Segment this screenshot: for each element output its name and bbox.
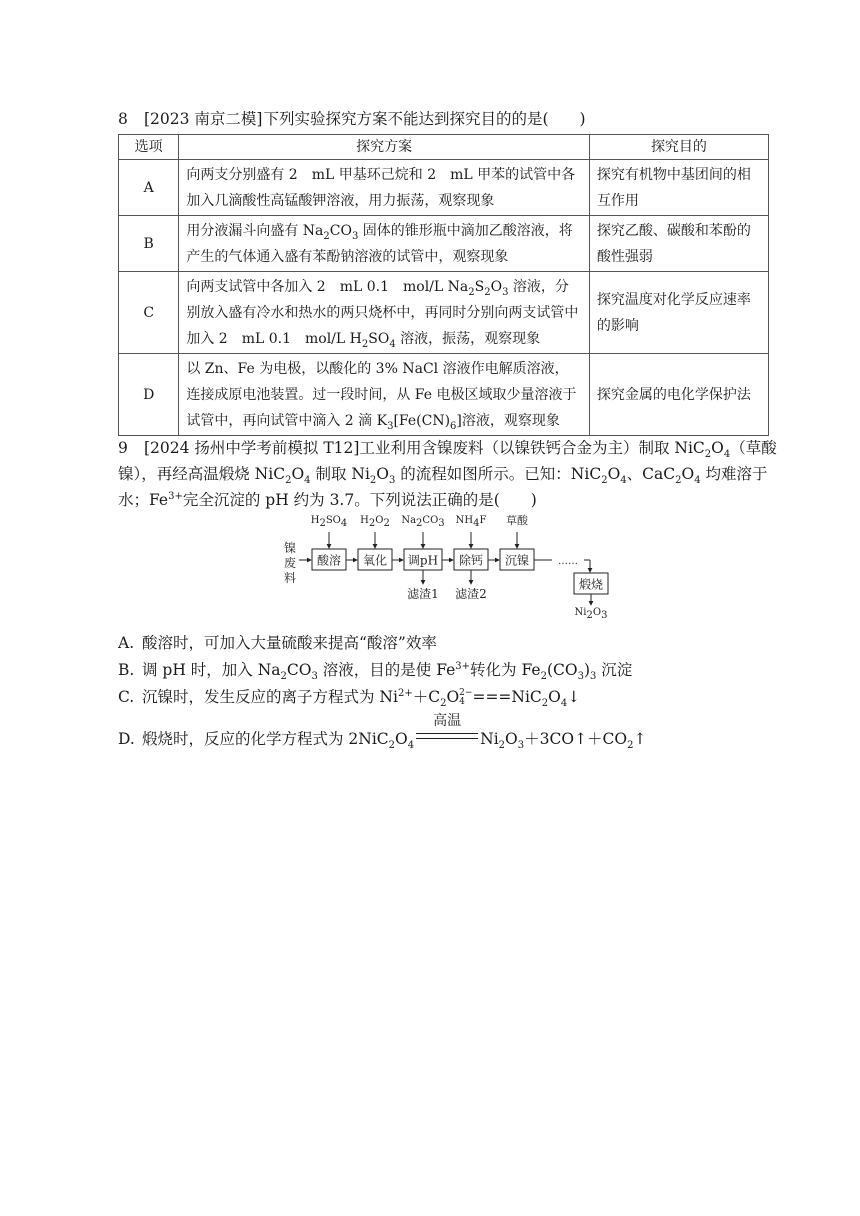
row-plan: 向两支试管中各加入 2 mL 0.1 mol/L $Na_2S_2O_3$ 溶液，分别放入盛有冷水和热水的两只烧杯中，再同时分别向两支试管中加入 2 mL 0.1 mol/L $H_2SO_4$ 溶液，振荡，观察现象 xyxy=(179,272,590,354)
option-b-label: B. xyxy=(118,661,135,679)
reagent-nh4f: $NH_4F$ xyxy=(455,515,487,529)
table-header-row xyxy=(119,135,769,160)
row-plan: 用分液漏斗向盛有 $Na_2CO_3$ 固体的锥形瓶中滴加乙酸溶液，将产生的气体通入盛有苯酚钠溶液的试管中，观察现象 xyxy=(179,216,590,272)
feed-label-char-2: 废 xyxy=(284,556,297,570)
header-option: 选项 xyxy=(119,135,179,160)
question-9-source: [2024 扬州中学考前模拟 T12] xyxy=(144,439,360,457)
reagent-h2o2: $H_2O_2$ xyxy=(360,515,390,529)
question-9-stem xyxy=(82,435,780,513)
table-row xyxy=(119,272,769,354)
product-ni2o3: $Ni_2O_3$ xyxy=(574,607,608,621)
reagent-h2so4: $H_2SO_4$ xyxy=(310,515,348,529)
table-row xyxy=(119,160,769,216)
step-label-precipitate-nickel: 沉镍 xyxy=(504,553,530,568)
step-label-oxidize: 氧化 xyxy=(362,553,388,568)
process-flowchart xyxy=(282,514,622,626)
row-option: A xyxy=(119,160,179,216)
question-9-text: 工业利用含镍废料（以镍铁钙合金为主）制取 $NiC_2O_4$（草酸镍），再经高温煅烧 $NiC_2O_4$ 制取 $Ni_2O_3$ 的流程如图所示。已知：$NiC_2O_4$、$CaC_2O_4$ 均难溶于水；$Fe^{3+}$完全沉淀的 pH 约为 3.7。下列说法正确的是( ) xyxy=(118,439,777,509)
reagent-na2co3: $Na_2CO_3$ xyxy=(401,515,445,529)
option-d-text-pre: 煅烧时，反应的化学方程式为 $2NiC_2O_4$ xyxy=(142,730,415,752)
row-goal: 探究温度对化学反应速率的影响 xyxy=(589,272,768,354)
step-label-remove-calcium: 除钙 xyxy=(458,553,484,568)
option-c-text: 沉镍时，发生反应的离子方程式为 $Ni^{2+}+C_2O$ 2− 4 $===NiC_2O_4↓$ xyxy=(142,687,581,710)
header-plan: 探究方案 xyxy=(179,135,590,160)
option-a-label: A. xyxy=(118,634,135,652)
row-option: D xyxy=(119,354,179,436)
feed-label-char-1: 镍 xyxy=(284,541,297,555)
question-8-source: [2023 南京二模] xyxy=(144,110,263,128)
reagent-oxalic-acid: 草酸 xyxy=(506,514,528,527)
experiment-table xyxy=(118,134,769,436)
row-plan: 以 Zn、Fe 为电极，以酸化的 3% NaCl 溶液作电解质溶液，连接成原电池装置。过一段时间，从 Fe 电极区域取少量溶液于试管中，再向试管中滴入 2 滴 $K_3[Fe(CN)_6]$溶液，观察现象 xyxy=(179,354,590,436)
option-d-label: D. xyxy=(118,730,135,748)
reaction-condition-label: 高温 xyxy=(433,713,462,729)
reaction-condition-arrow xyxy=(414,713,480,744)
option-c-label: C. xyxy=(118,688,135,706)
row-goal: 探究乙酸、碳酸和苯酚的酸性强弱 xyxy=(589,216,768,272)
option-d-text-post: $Ni_2O_3+3CO↑+CO_2↑$ xyxy=(480,730,647,752)
question-8-text: 下列实验探究方案不能达到探究目的的是( ) xyxy=(263,110,586,128)
option-c[interactable] xyxy=(118,685,581,710)
row-goal: 探究有机物中基团间的相互作用 xyxy=(589,160,768,216)
option-d[interactable] xyxy=(118,713,647,752)
row-option: C xyxy=(119,272,179,354)
row-option: B xyxy=(119,216,179,272)
option-b-text: 调 pH 时，加入 $Na_2CO_3$ 溶液，目的是使 $Fe^{3+}$转化为 $Fe_2(CO_3)_3$ 沉淀 xyxy=(142,660,633,683)
row-goal: 探究金属的电化学保护法 xyxy=(589,354,768,436)
table-row xyxy=(119,216,769,272)
step-label-acid-dissolve: 酸溶 xyxy=(316,553,342,568)
feed-label-char-3: 料 xyxy=(284,571,297,585)
option-a[interactable] xyxy=(118,631,437,653)
step-label-adjust-ph: 调pH xyxy=(407,553,439,568)
table-row xyxy=(119,354,769,436)
question-9-number: 9 xyxy=(118,439,128,457)
row-plan: 向两支分别盛有 2 mL 甲基环己烷和 2 mL 甲苯的试管中各加入几滴酸性高锰酸钾溶液，用力振荡，观察现象 xyxy=(179,160,590,216)
flow-ellipsis: …… xyxy=(558,556,578,567)
residue-1-label: 滤渣1 xyxy=(407,587,439,601)
option-b[interactable] xyxy=(118,658,633,683)
question-8-number: 8 xyxy=(118,110,128,128)
question-8-stem xyxy=(118,107,586,129)
option-a-text: 酸溶时，可加入大量硫酸来提高“酸溶”效率 xyxy=(142,634,437,652)
step-label-calcine: 煅烧 xyxy=(578,577,604,592)
residue-2-label: 滤渣2 xyxy=(455,587,487,601)
header-goal: 探究目的 xyxy=(589,135,768,160)
